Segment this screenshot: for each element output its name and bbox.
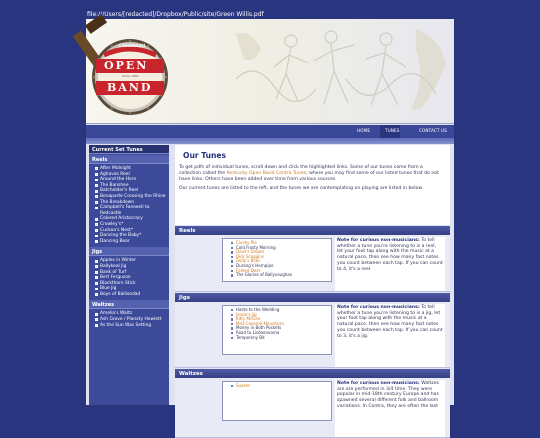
note-label: Note for curious non-musicians: xyxy=(337,305,420,310)
musician-note xyxy=(335,237,445,291)
tune-list xyxy=(231,308,328,340)
sidebar-tune-label: The Banshee xyxy=(100,182,129,188)
sidebar-tune-label: Boys of Ballisodad xyxy=(100,291,141,297)
page-title: Our Tunes xyxy=(183,151,227,160)
tune-list xyxy=(231,241,328,278)
bullet-icon xyxy=(95,293,98,296)
kentucky-collection-link[interactable]: Kentucky Open Band Contra Tunes xyxy=(226,171,307,177)
sidebar-tune-label: Campbell's Farewell to Redcastle xyxy=(100,205,150,216)
bullet-icon xyxy=(95,265,98,268)
bullet-icon xyxy=(231,260,233,262)
nav-home[interactable]: HOME xyxy=(357,128,371,133)
section-heading: Jigs xyxy=(175,293,450,302)
tune-name: Durang's Hornpipe xyxy=(236,262,274,268)
bullet-icon xyxy=(95,167,98,170)
note-text: Waltzes are are performed in 3/4 time. They were popular in mid-18th century Europe and has spawned several different folk and ballroom variations. In Contra, they are often the last xyxy=(337,381,439,409)
tune-list-box xyxy=(222,238,332,282)
bullet-icon xyxy=(231,265,233,267)
bullet-icon xyxy=(95,282,98,285)
sidebar xyxy=(89,145,169,405)
tune-item xyxy=(231,273,328,278)
main-content xyxy=(175,145,450,409)
bullet-icon xyxy=(95,201,98,204)
sidebar-tune-label: Blackthorn Stick xyxy=(100,280,136,286)
bullet-icon xyxy=(231,385,233,387)
section-body xyxy=(175,235,450,292)
musician-note xyxy=(335,380,445,437)
bullet-icon xyxy=(95,324,98,327)
tune-name: Dolly's Brae xyxy=(236,258,260,264)
bullet-icon xyxy=(95,223,98,226)
sidebar-tune-label: Cuckoo's Nest* xyxy=(100,227,134,233)
tune-name: Mist-Covered Mountains xyxy=(236,320,285,326)
sidebar-tune-label: After Midnight xyxy=(100,166,132,171)
sidebar-heading: Current Set Tunes xyxy=(89,145,169,154)
note-text: To tell whether a tune you're listening to is a jig, let your foot tap along with the music at a natural pace, then see how many fast notes you count between each tap. If you can count to 3, it's a jig. xyxy=(337,305,443,339)
sidebar-tune-label: Dancing the Baby* xyxy=(100,233,142,239)
sidebar-tune-label: Bonaparte Crossing the Rhine xyxy=(100,193,166,199)
tune-name: Jessie's Jig xyxy=(236,311,257,317)
tune-list xyxy=(231,384,328,389)
bullet-icon xyxy=(95,229,98,232)
bullet-icon xyxy=(95,313,98,316)
nav-contact-us[interactable]: CONTACT US xyxy=(419,128,447,133)
note-label: Note for curious non-musicians: xyxy=(337,381,420,386)
tune-name: Forked Deer xyxy=(236,267,261,273)
bullet-icon xyxy=(231,251,233,253)
sidebar-tune-link[interactable] xyxy=(95,205,169,216)
tune-name: Road to Lisdoonvarna xyxy=(236,329,280,335)
bullet-icon xyxy=(231,247,233,249)
sidebar-tune-label: Dancing Bear xyxy=(100,238,130,244)
tune-name: Cold Frosty Morning xyxy=(236,244,276,250)
tune-name: The Glories of Ballyvaughan xyxy=(236,272,293,278)
logo-open-text: OPEN xyxy=(104,59,149,72)
sidebar-tune-label: Ballykeal Jig xyxy=(100,263,127,269)
note-label: Note for curious non-musicians: xyxy=(337,238,420,243)
sidebar-tune-list xyxy=(89,256,169,299)
bullet-icon xyxy=(95,318,98,321)
bullet-icon xyxy=(231,242,233,244)
bullet-icon xyxy=(231,314,233,316)
bullet-icon xyxy=(95,218,98,221)
logo-band-text: BAND xyxy=(107,81,153,94)
sidebar-section-heading: Reels xyxy=(89,155,169,164)
bullet-icon xyxy=(231,318,233,320)
bullet-icon xyxy=(231,337,233,339)
section-heading: Waltzes xyxy=(175,369,450,378)
bullet-icon xyxy=(95,190,98,193)
bullet-icon xyxy=(95,195,98,198)
sidebar-tune-label: Crowley's* xyxy=(100,221,124,227)
bullet-icon xyxy=(231,327,233,329)
bullet-icon xyxy=(231,309,233,311)
sidebar-tune-label: Apples in Winter xyxy=(100,258,137,264)
sidebar-tune-link[interactable] xyxy=(95,292,169,298)
sidebar-tune-label: Batchelder's Reel xyxy=(100,188,139,194)
tune-pdf-link[interactable] xyxy=(231,384,328,389)
sidebar-tune-label: Bert Ferguson xyxy=(100,275,131,281)
top-navigation xyxy=(86,125,454,138)
bullet-icon xyxy=(95,276,98,279)
logo-small-text: Since 1982 xyxy=(122,74,139,78)
sidebar-tune-link[interactable] xyxy=(95,323,169,329)
sidebar-tune-label: Bank of Turf xyxy=(100,269,127,275)
intro-paragraph xyxy=(179,165,446,183)
bullet-icon xyxy=(95,260,98,263)
bullet-icon xyxy=(95,179,98,182)
sidebar-section-heading: Jigs xyxy=(89,247,169,256)
sidebar-tune-list xyxy=(89,164,169,246)
tune-name: Temperony Bit xyxy=(236,334,265,340)
logo-top-text: Cincinnati xyxy=(119,44,146,49)
bullet-icon xyxy=(95,240,98,243)
sidebar-tune-label: Blue Jig xyxy=(100,286,117,292)
sidebar-tune-label: As the Sun Was Setting xyxy=(100,322,152,328)
tune-name: Kitty McGee xyxy=(236,316,261,322)
bullet-icon xyxy=(95,173,98,176)
bullet-icon xyxy=(95,184,98,187)
sidebar-tune-label: Amelia's Waltz xyxy=(100,311,132,317)
intro-paragraph-2: Our current tunes are listed to the left, and the tunes we are contemplating on playing are listed in below. xyxy=(179,186,424,192)
tune-name: Haste to the Wedding xyxy=(236,307,280,312)
nav-subbar xyxy=(86,138,454,144)
sidebar-tune-list xyxy=(89,309,169,330)
intro-panel xyxy=(175,145,450,225)
tune-name: Sueste xyxy=(236,383,250,388)
tune-name: Clunky Pie xyxy=(236,240,257,245)
web-page xyxy=(86,19,454,409)
bullet-icon xyxy=(95,207,98,210)
tune-sections xyxy=(175,226,450,438)
intro-text-2: ; where you may find some of our listed tunes that do not have links. Others have been added over time from various sources. xyxy=(179,171,439,183)
sidebar-tune-label: Aghavas Reel xyxy=(100,171,130,177)
tune-list-box xyxy=(222,381,332,421)
intro-text-1: To get pdfs of individual tunes, scroll down and click the highlighted links. Some of our tunes come from a collection called the xyxy=(179,165,423,177)
bullet-icon xyxy=(95,235,98,238)
tune-name: Dick Scoggins xyxy=(236,253,264,259)
section-body xyxy=(175,378,450,438)
section-heading: Reels xyxy=(175,226,450,235)
address-bar[interactable]: file:///Users/[redacted]/Dropbox/Public/site/Green Willis.pdf xyxy=(87,11,264,18)
bullet-icon xyxy=(231,274,233,276)
sidebar-tune-label: Ash Grove / Planxty Hewlett xyxy=(100,317,162,323)
tune-item xyxy=(231,336,328,341)
tune-name: Devil's Dream xyxy=(236,249,265,255)
note-text: To tell whether a tune you're listening to is a reel, let your foot tap along with the music at a natural pace, then see how many fast notes you count between each tap. If you can count to 4, it's a reel. xyxy=(337,238,443,272)
sidebar-tune-link[interactable] xyxy=(95,239,169,245)
sidebar-sections xyxy=(89,155,169,330)
section-body xyxy=(175,302,450,368)
sidebar-tune-label: Colored Aristocracy xyxy=(100,216,143,222)
musician-note xyxy=(335,304,445,367)
bullet-icon xyxy=(231,332,233,334)
tune-list-box xyxy=(222,305,332,355)
sidebar-section-heading: Waltzes xyxy=(89,300,169,309)
bullet-icon xyxy=(231,270,233,272)
sidebar-tune-label: Around the Horn xyxy=(100,177,137,183)
header-banner xyxy=(86,19,454,124)
nav-tunes[interactable]: TUNES xyxy=(385,128,400,133)
bullet-icon xyxy=(231,323,233,325)
sidebar-tune-label: The Breakdown xyxy=(100,199,135,205)
bullet-icon xyxy=(95,271,98,274)
bullet-icon xyxy=(231,256,233,258)
bullet-icon xyxy=(95,288,98,291)
tune-name: Money in Both Pockets xyxy=(236,325,282,331)
